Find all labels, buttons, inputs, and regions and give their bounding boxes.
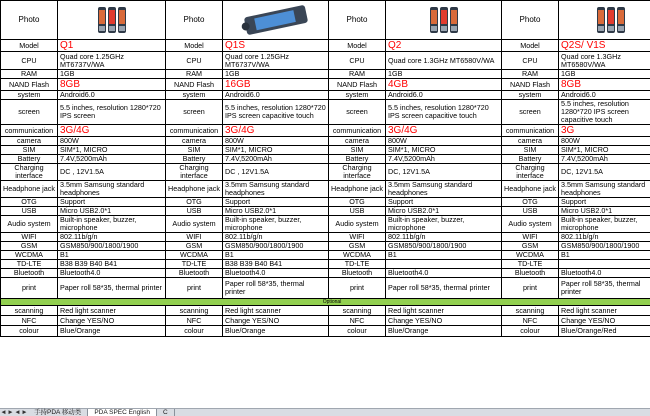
spec-label: Bluetooth	[502, 269, 559, 278]
sheet-tab-2[interactable]: PDA SPEC English	[88, 409, 157, 416]
spec-label: CPU	[329, 52, 386, 70]
spec-label: USB	[166, 207, 223, 216]
spec-label: NFC	[502, 316, 559, 326]
spec-value: 1GB	[223, 70, 329, 79]
spec-label: TD-LTE	[329, 260, 386, 269]
spec-label: communication	[1, 125, 58, 137]
spec-value	[386, 260, 502, 269]
photo-label: Photo	[502, 1, 559, 40]
spec-value: Support	[223, 198, 329, 207]
spec-value: Paper roll 58*35, thermal printer	[559, 278, 650, 299]
spec-label: screen	[502, 100, 559, 125]
spec-label: print	[1, 278, 58, 299]
spec-label: NFC	[329, 316, 386, 326]
spec-label: communication	[166, 125, 223, 137]
last-sheet-icon[interactable]: ►	[21, 409, 28, 416]
spec-value: Built-in speaker, buzzer, microphone	[223, 216, 329, 233]
spec-label: OTG	[1, 198, 58, 207]
spec-value: Bluetooth4.0	[386, 269, 502, 278]
spec-label: print	[329, 278, 386, 299]
spec-label: scanning	[329, 306, 386, 316]
spec-value: Paper roll 58*35, thermal printer	[223, 278, 329, 299]
spec-label: CPU	[166, 52, 223, 70]
spec-value: 7.4V,5200mAh	[386, 155, 502, 164]
product-photo	[386, 1, 502, 40]
spec-label: Charging interface	[1, 164, 58, 181]
sheet-tab-1[interactable]: 手持PDA 移动类	[28, 409, 88, 416]
spec-label: Bluetooth	[329, 269, 386, 278]
spec-label: Battery	[329, 155, 386, 164]
spec-row	[1, 278, 650, 299]
spec-label: system	[502, 91, 559, 100]
spec-row	[1, 40, 650, 52]
optional-band	[1, 299, 650, 306]
spec-value: DC , 12V1.5A	[58, 164, 166, 181]
spec-value: Paper roll 58*35, thermal printer	[386, 278, 502, 299]
spec-label: system	[166, 91, 223, 100]
handheld-pos-terminal-icon	[388, 2, 499, 38]
spec-label: RAM	[1, 70, 58, 79]
spec-label: communication	[329, 125, 386, 137]
spec-label: colour	[1, 326, 58, 337]
spec-label: USB	[502, 207, 559, 216]
spec-value: Support	[559, 198, 650, 207]
spec-value: B38 B39 B40 B41	[58, 260, 166, 269]
spec-value: 7.4V,5200mAh	[559, 155, 650, 164]
spec-label: screen	[166, 100, 223, 125]
spec-value: Paper roll 58*35, thermal printer	[58, 278, 166, 299]
spec-label: Headphone jack	[1, 181, 58, 198]
spec-label: Audio system	[502, 216, 559, 233]
spec-row	[1, 260, 650, 269]
spec-row	[1, 79, 650, 91]
spec-row	[1, 269, 650, 278]
spec-row	[1, 251, 650, 260]
spec-value: 1GB	[386, 70, 502, 79]
spec-label: OTG	[502, 198, 559, 207]
spec-label: Headphone jack	[166, 181, 223, 198]
spec-value: Quad core 1.3GHz MT6580V/WA	[386, 52, 502, 70]
spec-value: 4GB	[386, 79, 502, 91]
pos-terminal-with-printer-icon	[225, 2, 326, 38]
spec-value: DC, 12V1.5A	[386, 164, 502, 181]
spec-row	[1, 216, 650, 233]
spec-label: NAND Flash	[166, 79, 223, 91]
spec-row	[1, 316, 650, 326]
spec-value: 3G/4G	[386, 125, 502, 137]
spec-label: WIFI	[166, 233, 223, 242]
spec-value: 802.11b/g/n	[223, 233, 329, 242]
spec-value: 800W	[58, 137, 166, 146]
spec-label: CPU	[1, 52, 58, 70]
spec-label: colour	[166, 326, 223, 337]
spec-value: B1	[559, 251, 650, 260]
spec-value: 3.5mm Samsung standard headphones	[223, 181, 329, 198]
spec-row	[1, 70, 650, 79]
spec-value: Q1	[58, 40, 166, 52]
spec-row	[1, 181, 650, 198]
spec-label: NFC	[1, 316, 58, 326]
spec-value: 800W	[223, 137, 329, 146]
spec-label: Battery	[1, 155, 58, 164]
spec-value: Blue/Orange/Red	[559, 326, 650, 337]
spec-row	[1, 155, 650, 164]
spec-value: 1GB	[559, 70, 650, 79]
spec-value: Android6.0	[559, 91, 650, 100]
spec-value: 8GB	[559, 79, 650, 91]
spec-label: WCDMA	[166, 251, 223, 260]
photo-label: Photo	[329, 1, 386, 40]
spec-label: print	[502, 278, 559, 299]
photo-label: Photo	[1, 1, 58, 40]
spec-label: OTG	[166, 198, 223, 207]
spec-value: B38 B39 B40 B41	[223, 260, 329, 269]
spec-label: WCDMA	[502, 251, 559, 260]
spec-value: GSM850/900/1800/1900	[386, 242, 502, 251]
spec-label: colour	[502, 326, 559, 337]
spec-value: Q1S	[223, 40, 329, 52]
spec-value: GSM850/900/1800/1900	[223, 242, 329, 251]
spec-value: B1	[223, 251, 329, 260]
spec-label: SIM	[166, 146, 223, 155]
spec-label: WIFI	[329, 233, 386, 242]
spec-value: Micro USB2.0*1	[559, 207, 650, 216]
spec-label: WIFI	[502, 233, 559, 242]
next-sheet-icon[interactable]: ◄	[14, 409, 21, 416]
spec-label: screen	[1, 100, 58, 125]
spec-value: 3G	[559, 125, 650, 137]
spec-value: Android6.0	[223, 91, 329, 100]
spec-row	[1, 52, 650, 70]
spec-label: GSM	[166, 242, 223, 251]
spec-value: Q2	[386, 40, 502, 52]
spec-value: SIM*1, MICRO	[386, 146, 502, 155]
spec-value: SIM*1, MICRO	[58, 146, 166, 155]
spec-label: Charging interface	[502, 164, 559, 181]
spec-label: Model	[166, 40, 223, 52]
spec-row	[1, 125, 650, 137]
spec-row	[1, 198, 650, 207]
spec-value: Built-in speaker, buzzer, microphone	[386, 216, 502, 233]
spec-value: DC , 12V1.5A	[223, 164, 329, 181]
spec-value: Built-in speaker, buzzer, microphone	[58, 216, 166, 233]
spec-label: colour	[329, 326, 386, 337]
handheld-pos-terminal-icon	[561, 2, 650, 38]
prev-sheet-icon[interactable]: ►	[7, 409, 14, 416]
spec-label: scanning	[502, 306, 559, 316]
spec-label: Audio system	[329, 216, 386, 233]
spec-label: WCDMA	[329, 251, 386, 260]
spec-label: NAND Flash	[1, 79, 58, 91]
spec-value: 3G/4G	[223, 125, 329, 137]
spec-value: 16GB	[223, 79, 329, 91]
spec-value: SIM*1, MICRO	[559, 146, 650, 155]
spec-label: communication	[502, 125, 559, 137]
spec-value: DC, 12V1.5A	[559, 164, 650, 181]
spec-label: Model	[1, 40, 58, 52]
spec-label: Charging interface	[166, 164, 223, 181]
spec-value: 5.5 inches, resolution 1280*720 IPS screen capacitive touch	[559, 100, 650, 125]
spec-value: Change YES/NO	[58, 316, 166, 326]
spec-label: SIM	[1, 146, 58, 155]
spec-row	[1, 91, 650, 100]
spec-value: Blue/Orange	[58, 326, 166, 337]
spec-label: system	[329, 91, 386, 100]
spec-value: Red light scanner	[223, 306, 329, 316]
spec-value: 802.11b/g/n	[386, 233, 502, 242]
spec-label: Bluetooth	[166, 269, 223, 278]
spec-label: WCDMA	[1, 251, 58, 260]
spec-label: NAND Flash	[502, 79, 559, 91]
spec-label: scanning	[1, 306, 58, 316]
spec-label: TD-LTE	[166, 260, 223, 269]
spec-label: Audio system	[1, 216, 58, 233]
spec-value: B1	[386, 251, 502, 260]
spec-label: camera	[502, 137, 559, 146]
product-photo	[559, 1, 650, 40]
spec-value: Android6.0	[58, 91, 166, 100]
spec-label: Bluetooth	[1, 269, 58, 278]
spec-value: Quad core 1.25GHz MT6737V/WA	[223, 52, 329, 70]
spec-value: Change YES/NO	[559, 316, 650, 326]
spec-value: Red light scanner	[559, 306, 650, 316]
spec-value: 5.5 inches, resolution 1280*720 IPS screen capacitive touch	[223, 100, 329, 125]
optional-label: Optional	[1, 299, 650, 306]
product-photo	[223, 1, 329, 40]
spec-value: 3G/4G	[58, 125, 166, 137]
spec-value: Red light scanner	[58, 306, 166, 316]
spec-label: USB	[329, 207, 386, 216]
spec-row	[1, 137, 650, 146]
spec-value: 800W	[559, 137, 650, 146]
spec-value: 5.5 inches, resolution 1280*720 IPS screen capacitive touch	[386, 100, 502, 125]
spec-value: GSM850/900/1800/1900	[559, 242, 650, 251]
spec-label: TD-LTE	[1, 260, 58, 269]
spec-label: GSM	[1, 242, 58, 251]
spec-value: Built-in speaker, buzzer, microphone	[559, 216, 650, 233]
spec-label: Headphone jack	[329, 181, 386, 198]
product-photo	[58, 1, 166, 40]
spec-label: RAM	[502, 70, 559, 79]
spec-label: scanning	[166, 306, 223, 316]
spec-row	[1, 164, 650, 181]
spec-label: NFC	[166, 316, 223, 326]
spec-value: Micro USB2.0*1	[386, 207, 502, 216]
spec-value: Red light scanner	[386, 306, 502, 316]
spec-value: GSM850/900/1800/1900	[58, 242, 166, 251]
spec-label: Model	[329, 40, 386, 52]
spec-label: OTG	[329, 198, 386, 207]
spec-value: Support	[386, 198, 502, 207]
spec-label: screen	[329, 100, 386, 125]
spec-value: 800W	[386, 137, 502, 146]
spec-value: Android6.0	[386, 91, 502, 100]
photo-row	[1, 1, 650, 40]
spec-label: GSM	[502, 242, 559, 251]
spec-value: Support	[58, 198, 166, 207]
spec-value: B1	[58, 251, 166, 260]
spec-value: Quad core 1.25GHz MT6737V/WA	[58, 52, 166, 70]
spec-value: 3.5mm Samsung standard headphones	[559, 181, 650, 198]
spec-value: 3.5mm Samsung standard headphones	[58, 181, 166, 198]
spec-value: 1GB	[58, 70, 166, 79]
spec-label: GSM	[329, 242, 386, 251]
spec-value	[559, 260, 650, 269]
spec-row	[1, 233, 650, 242]
spec-value: Micro USB2.0*1	[58, 207, 166, 216]
spec-label: Charging interface	[329, 164, 386, 181]
spec-value: 7.4V,5200mAh	[58, 155, 166, 164]
spec-label: CPU	[502, 52, 559, 70]
spec-value: Q2S/ V1S	[559, 40, 650, 52]
spec-label: RAM	[329, 70, 386, 79]
spec-value: Micro USB2.0*1	[223, 207, 329, 216]
spec-value: Bluetooth4.0	[58, 269, 166, 278]
spec-label: Battery	[166, 155, 223, 164]
spec-row	[1, 207, 650, 216]
spec-value: Bluetooth4.0	[559, 269, 650, 278]
spec-value: Change YES/NO	[223, 316, 329, 326]
spec-label: camera	[1, 137, 58, 146]
spec-label: Model	[502, 40, 559, 52]
spec-value: 8GB	[58, 79, 166, 91]
spec-label: camera	[166, 137, 223, 146]
spec-value: Bluetooth4.0	[223, 269, 329, 278]
spec-label: RAM	[166, 70, 223, 79]
spec-value: Change YES/NO	[386, 316, 502, 326]
first-sheet-icon[interactable]: ◄	[0, 409, 7, 416]
spec-label: SIM	[329, 146, 386, 155]
spec-label: system	[1, 91, 58, 100]
sheet-tab-3[interactable]: C	[157, 409, 175, 416]
spec-label: SIM	[502, 146, 559, 155]
spec-value: 5.5 inches, resolution 1280*720 IPS screen	[58, 100, 166, 125]
spec-row	[1, 146, 650, 155]
spec-value: SIM*1, MICRO	[223, 146, 329, 155]
spec-label: NAND Flash	[329, 79, 386, 91]
spec-label: print	[166, 278, 223, 299]
spec-row	[1, 306, 650, 316]
spec-label: WIFI	[1, 233, 58, 242]
spec-row	[1, 326, 650, 337]
spec-label: Battery	[502, 155, 559, 164]
spec-label: Headphone jack	[502, 181, 559, 198]
spec-value: Blue/Orange	[386, 326, 502, 337]
spec-value: 3.5mm Samsung standard headphones	[386, 181, 502, 198]
spec-value: 802.11b/g/n	[559, 233, 650, 242]
spec-label: USB	[1, 207, 58, 216]
spec-value: 7.4V,5200mAh	[223, 155, 329, 164]
spec-label: Audio system	[166, 216, 223, 233]
spec-row	[1, 100, 650, 125]
spec-value: Quad core 1.3GHz MT6580V/WA	[559, 52, 650, 70]
handheld-pos-terminal-icon	[60, 2, 163, 38]
spec-label: camera	[329, 137, 386, 146]
spec-value: Blue/Orange	[223, 326, 329, 337]
spec-value: 802.11b/g/n	[58, 233, 166, 242]
photo-label: Photo	[166, 1, 223, 40]
spec-row	[1, 242, 650, 251]
spec-label: TD-LTE	[502, 260, 559, 269]
